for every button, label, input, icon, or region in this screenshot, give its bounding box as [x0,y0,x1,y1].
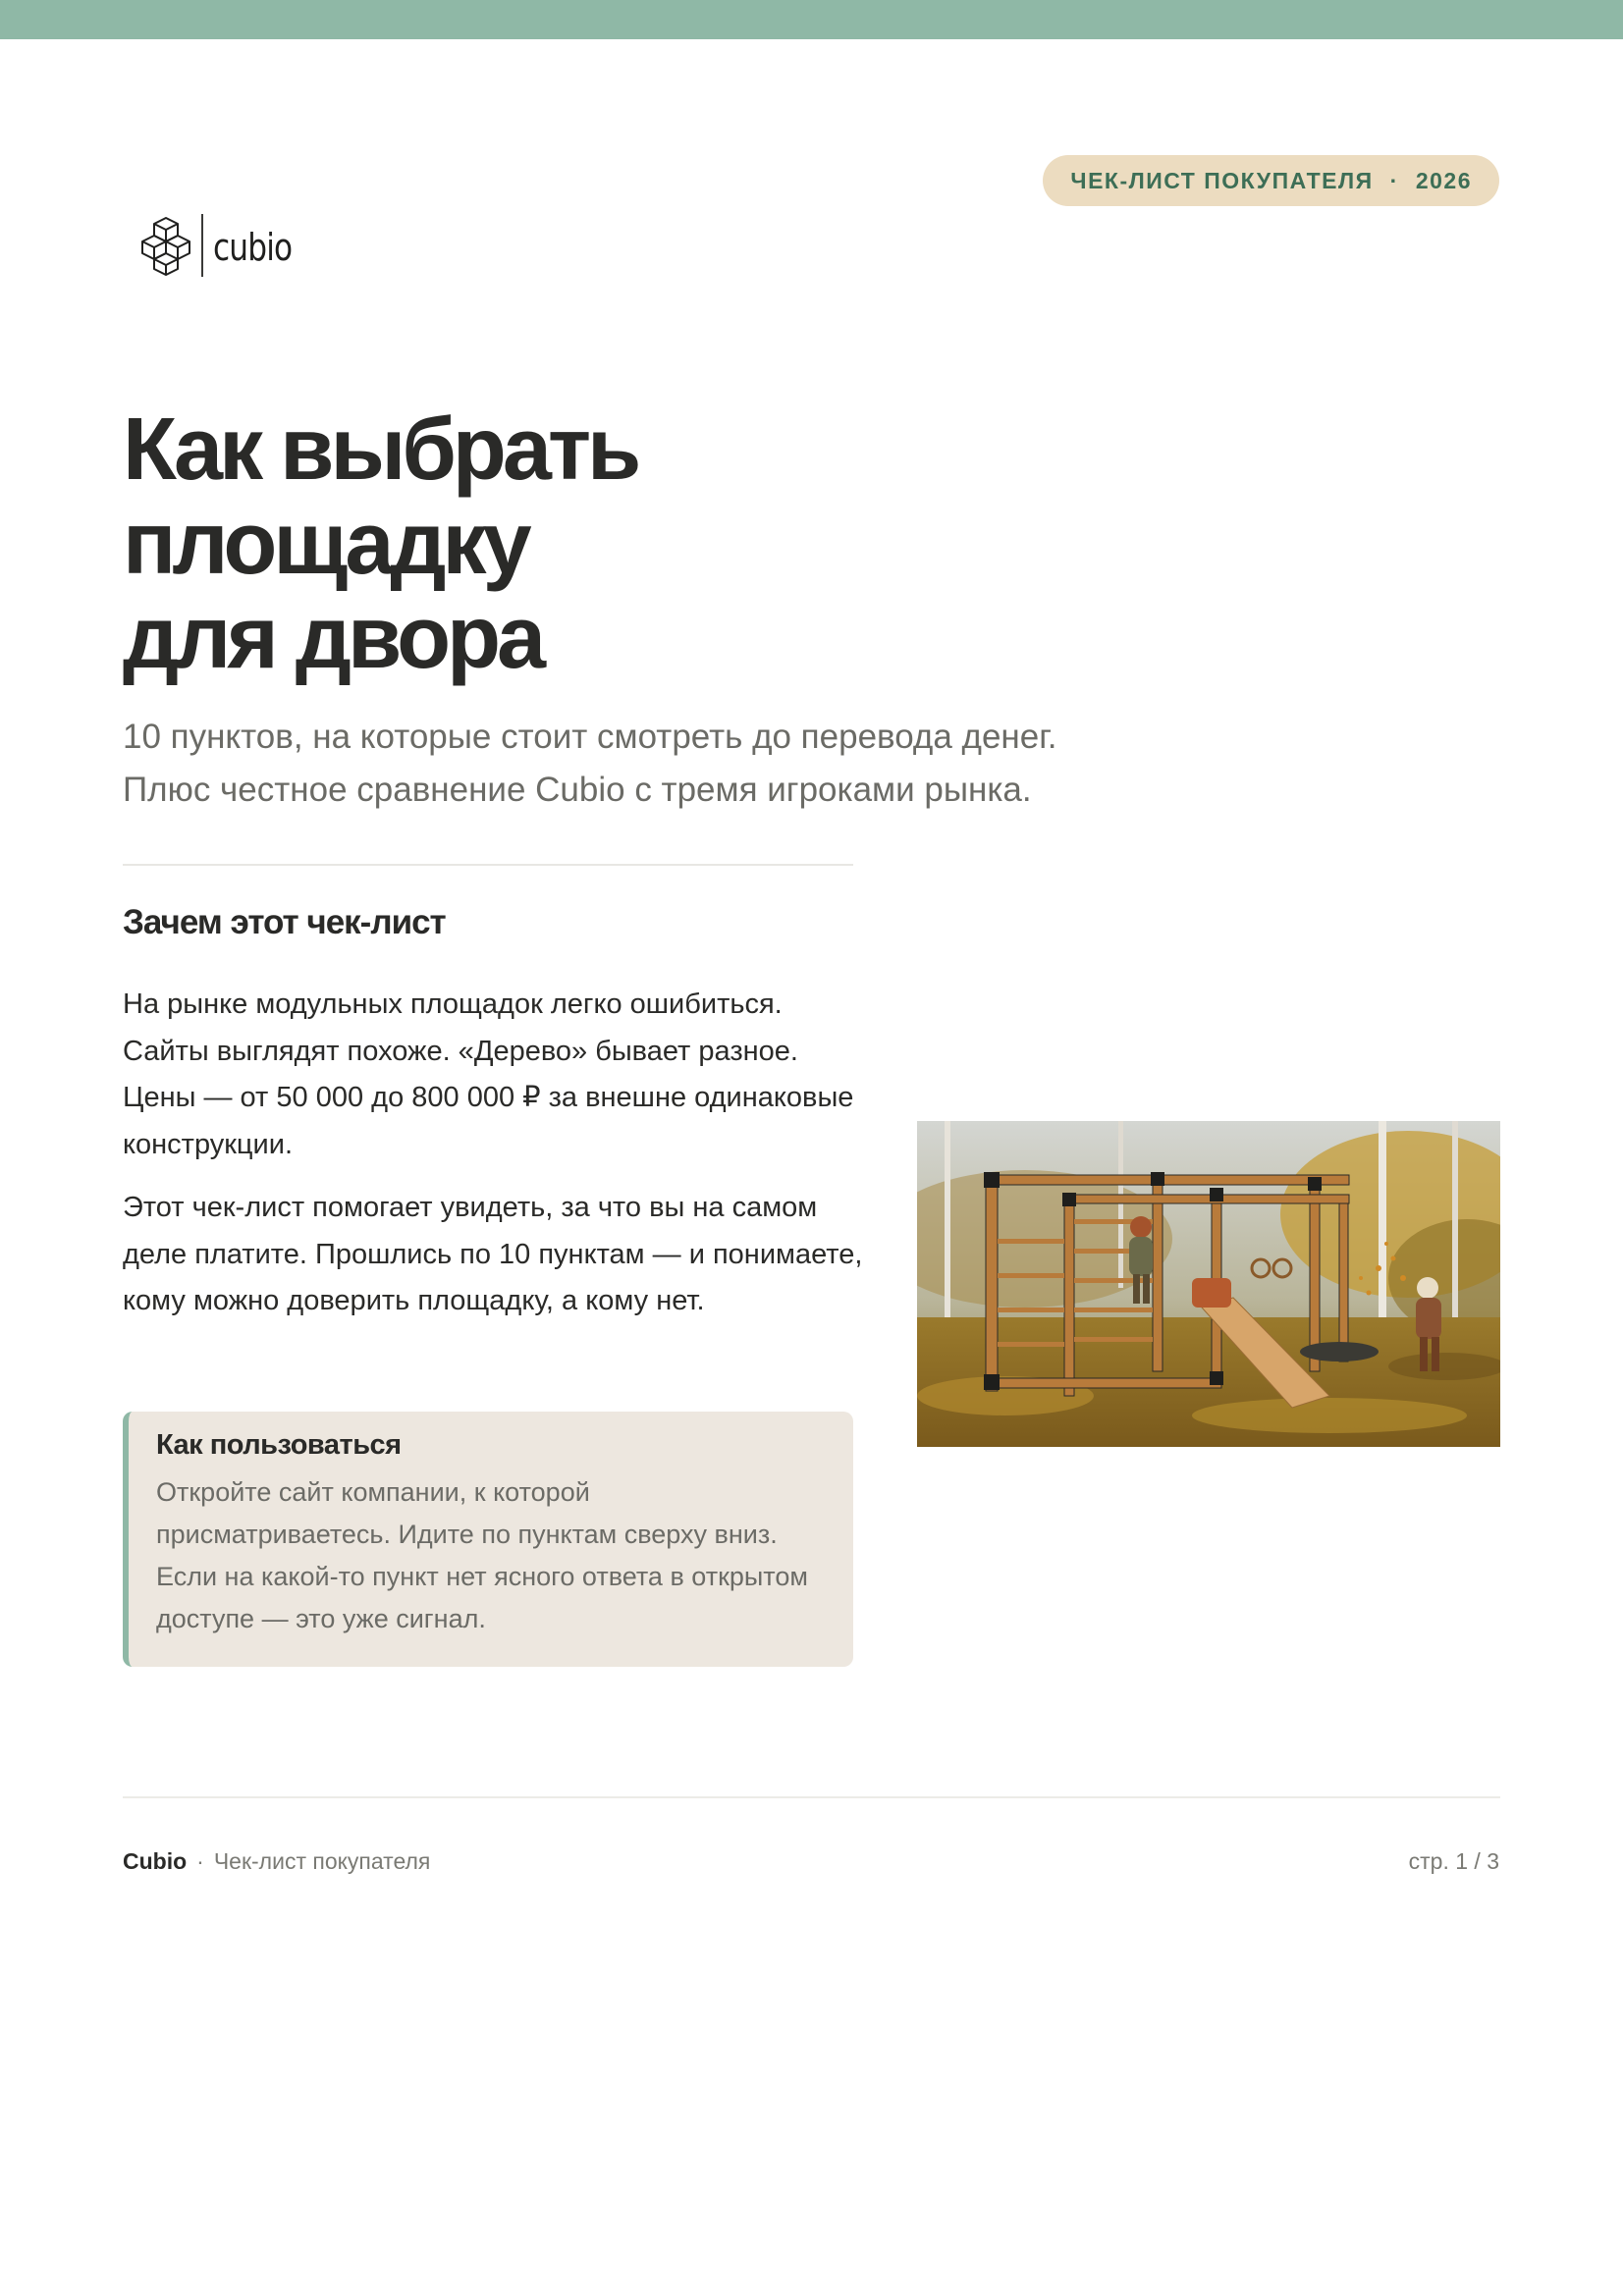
callout-title: Как пользоваться [156,1429,402,1461]
title-line: площадку [123,495,528,593]
logo-divider [201,214,203,277]
subtitle-line: Плюс честное сравнение Cubio с тремя игроками рынка. [123,771,1032,809]
title-line: Как выбрать [123,400,638,499]
intro-paragraph: Этот чек-лист помогает увидеть, за что вы на самом деле платите. Прошлись по 10 пунктам — и понимаете, кому можно доверить площадку, а кому нет. [123,1192,863,1316]
cube-stack-logo-icon [140,214,191,277]
logo [140,214,309,277]
badge-label: ЧЕК-ЛИСТ ПОКУПАТЕЛЯ [1070,167,1374,193]
page-title [123,402,637,685]
page-subtitle [123,711,1203,817]
intro-paragraph: На рынке модульных площадок легко ошибиться. Сайты выглядят похоже. «Дерево» бывает разное. Цены — от 50 000 до 800 000 ₽ за внешне одинаковые конструкции. [123,988,854,1160]
section-heading: Зачем этот чек-лист [123,903,446,941]
section-divider [123,864,853,866]
callout-text: Откройте сайт компании, к которой присматриваетесь. Идите по пунктам сверху вниз. Если на какой-то пункт нет ясного ответа в открытом доступе — это уже сигнал. [156,1477,808,1633]
logo-wordmark: cubio [213,226,293,269]
badge-year: 2026 [1415,167,1472,193]
subtitle-line: 10 пунктов, на которые стоит смотреть до перевода денег. [123,718,1057,756]
page-number: стр. 1 / 3 [1408,1848,1499,1874]
badge-separator: · [1389,167,1399,193]
footer-divider [123,1796,1500,1798]
title-line: для двора [123,589,543,687]
footer-left [123,1848,430,1875]
footer-brand: Cubio [123,1848,188,1874]
how-to-use-callout [123,1412,853,1667]
footer-separator: · [196,1848,204,1874]
wooden-playground-autumn-photo [917,1121,1500,1447]
footer-doc-name: Чек-лист покупателя [213,1848,431,1874]
document-type-badge [1043,155,1499,206]
top-accent-bar [0,0,1623,39]
